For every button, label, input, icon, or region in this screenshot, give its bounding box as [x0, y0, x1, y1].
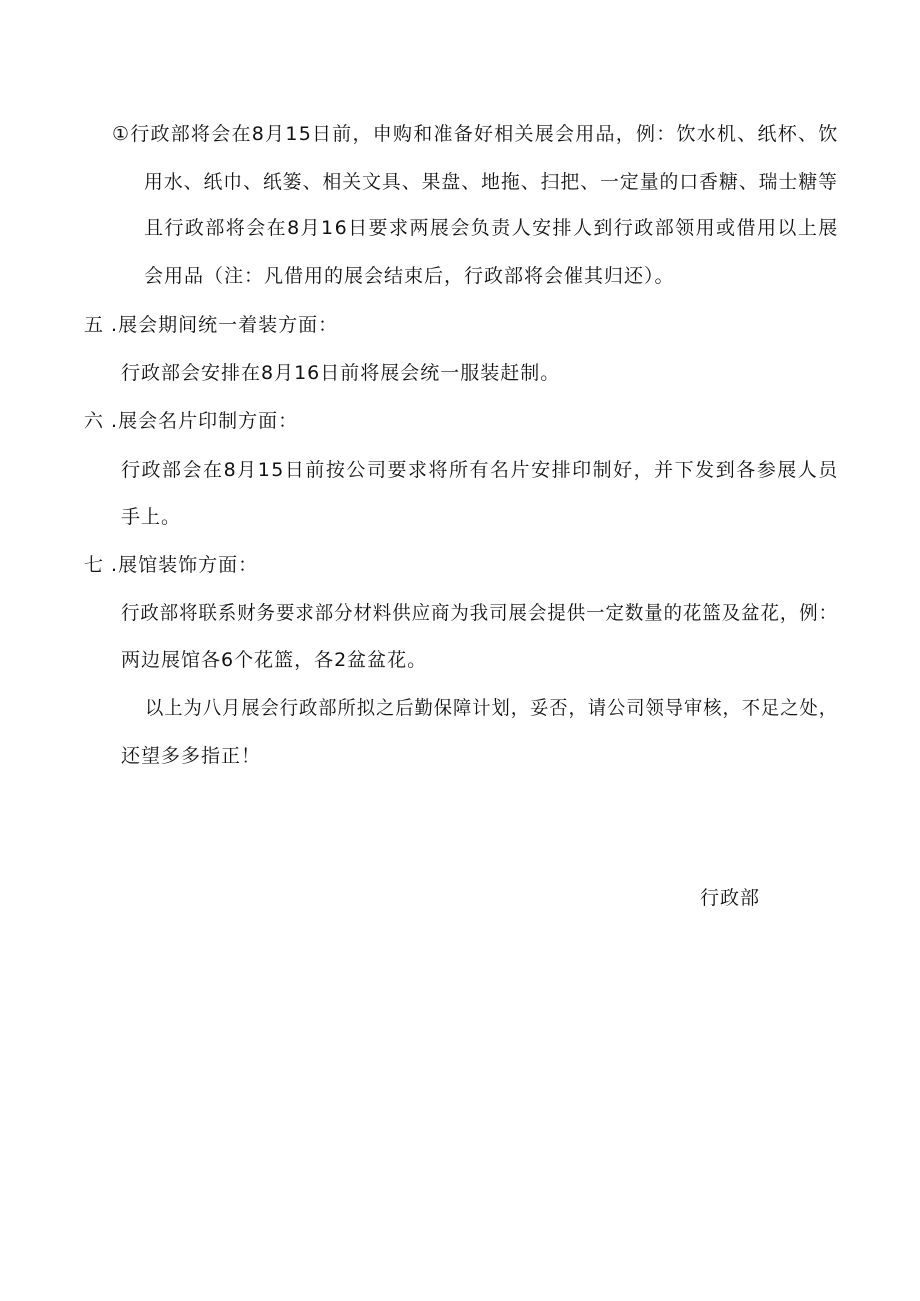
item1-line1: ①行政部将会在8月15日前，申购和准备好相关展会用品，例：饮水机、纸杯、饮: [112, 123, 839, 145]
section6-line2: 手上。: [121, 506, 182, 528]
item1-line4: 会用品（注：凡借用的展会结束后，行政部将会催其归还）。: [144, 265, 675, 287]
section7-line2: 两边展馆各6个花篮，各2盆盆花。: [121, 649, 428, 671]
closing-line2: 还望多多指正！: [121, 745, 262, 767]
section5-body: 行政部会安排在8月16日前将展会统一服装赶制。: [121, 362, 561, 384]
section5-heading: 五 .展会期间统一着装方面：: [84, 314, 339, 336]
section7-heading: 七 .展馆装饰方面：: [84, 554, 259, 576]
item1-line3: 且行政部将会在8月16日要求两展会负责人安排人到行政部领用或借用以上展: [144, 217, 839, 239]
closing-line1: 以上为八月展会行政部所拟之后勤保障计划，妥否，请公司领导审核，不足之处，: [145, 697, 839, 719]
signature-department: 行政部: [700, 887, 761, 909]
section6-heading: 六 .展会名片印制方面：: [84, 410, 299, 432]
section7-line1: 行政部将联系财务要求部分材料供应商为我司展会提供一定数量的花篮及盆花，例：: [121, 602, 839, 624]
item1-line2: 用水、纸巾、纸篓、相关文具、果盘、地拖、扫把、一定量的口香糖、瑞士糖等: [144, 171, 838, 193]
section6-line1: 行政部会在8月15日前按公司要求将所有名片安排印制好，并下发到各参展人员: [121, 459, 839, 481]
